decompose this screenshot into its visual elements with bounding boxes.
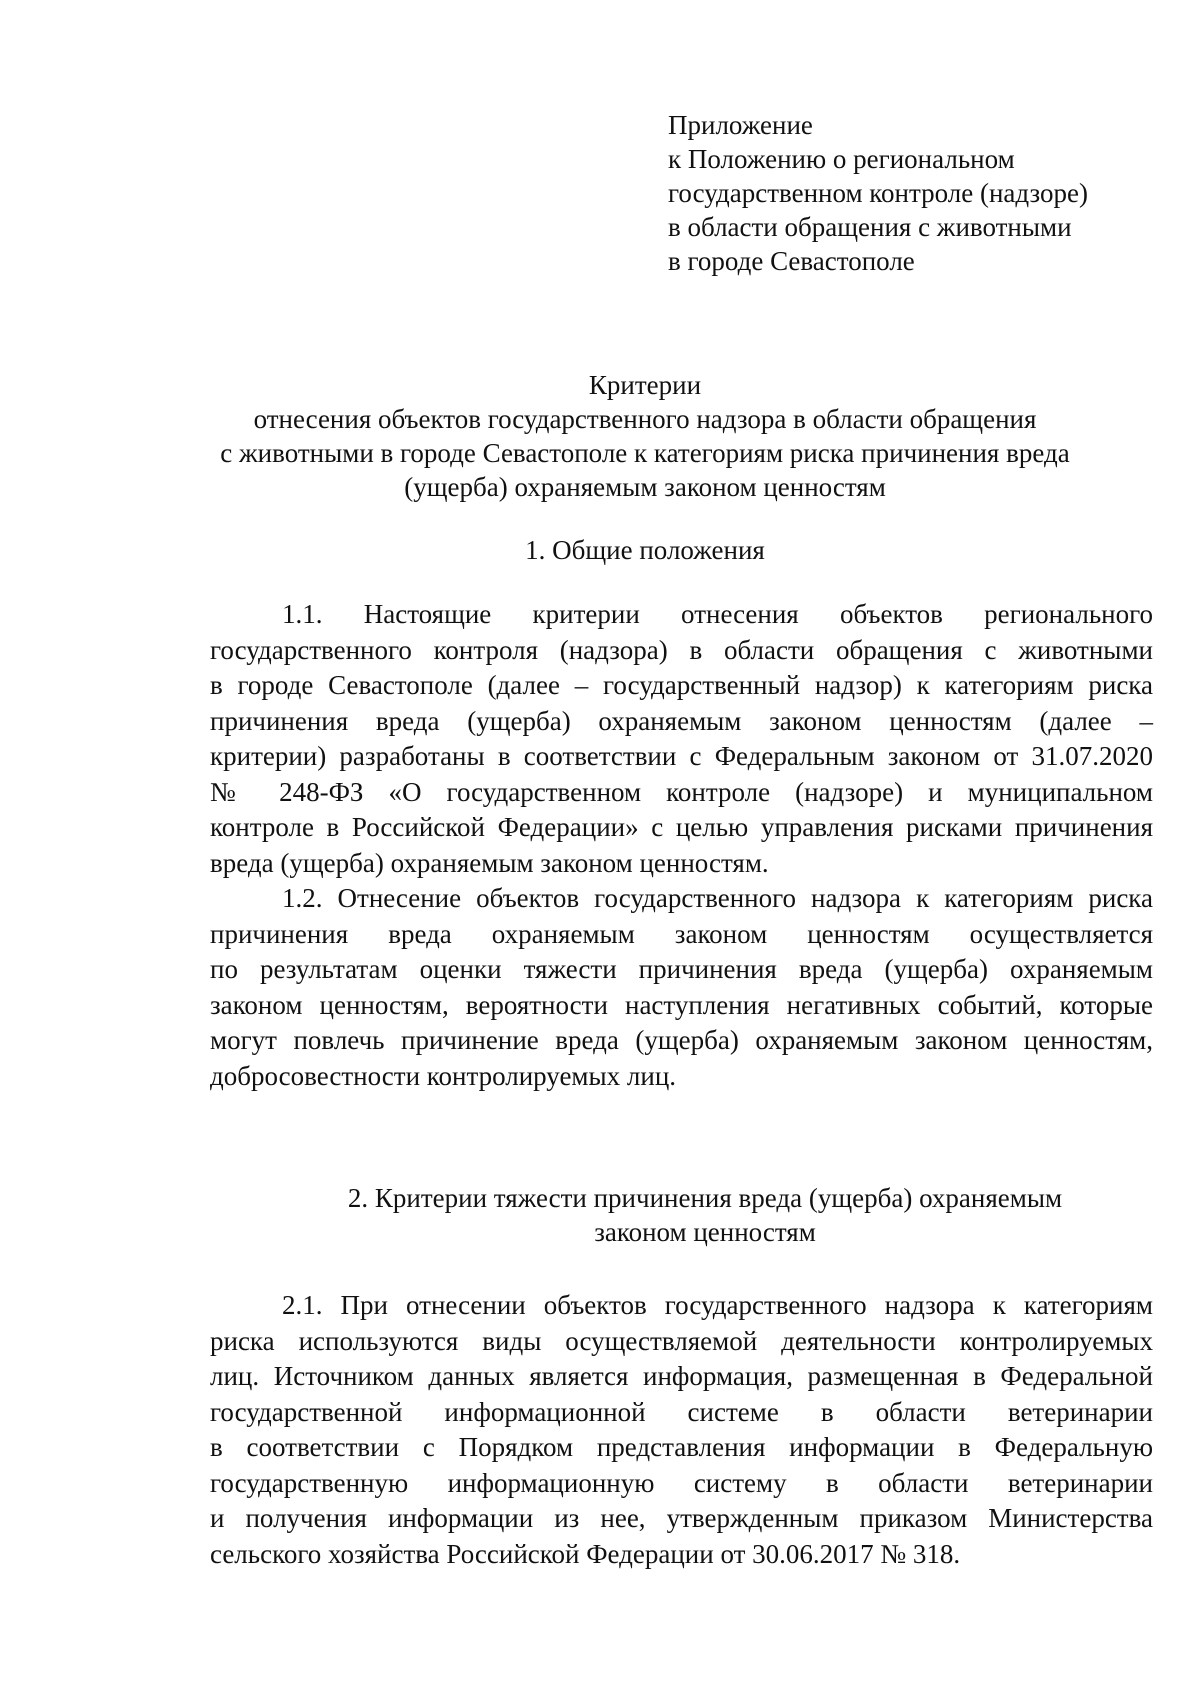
paragraph-line: № 248-ФЗ «О государственном контроле (надзоре) и муниципальном	[210, 776, 1153, 807]
annex-line: в городе Севастополе	[668, 246, 915, 276]
section-2-heading	[255, 1181, 1155, 1249]
section-2-heading-line: законом ценностям	[594, 1217, 816, 1247]
document-title	[200, 368, 1090, 504]
paragraph-line: в городе Севастополе (далее – государственный надзор) к категориям риска	[210, 670, 1153, 700]
paragraph-line: лиц. Источником данных является информация, размещенная в Федеральной	[210, 1361, 1153, 1391]
paragraph-line: могут повлечь причинение вреда (ущерба) охраняемым законом ценностям,	[210, 1025, 1153, 1055]
paragraph-line: государственной информационной системе в области ветеринарии	[210, 1396, 1153, 1427]
paragraph-line: 1.1. Настоящие критерии отнесения объектов регионального	[282, 599, 1153, 629]
paragraph-line: по результатам оценки тяжести причинения вреда (ущерба) охраняемым	[210, 954, 1153, 984]
paragraph-line: критерии) разработаны в соответствии с Федеральным законом от 31.07.2020	[210, 741, 1153, 771]
paragraph-1-1	[210, 597, 1153, 881]
title-heading: Критерии	[588, 370, 702, 400]
paragraph-line: риска используются виды осуществляемой деятельности контролируемых	[210, 1325, 1153, 1356]
title-line: с животными в городе Севастополе к категориям риска причинения вреда	[220, 438, 1070, 468]
paragraph-line: государственную информационную систему в области ветеринарии	[210, 1467, 1153, 1498]
annex-header	[668, 108, 1148, 278]
paragraph-line: 1.2. Отнесение объектов государственного надзора к категориям риска	[282, 883, 1153, 913]
paragraph-line: добросовестности контролируемых лиц.	[210, 1060, 677, 1091]
paragraph-2-1	[210, 1288, 1153, 1572]
annex-line: в области обращения с животными	[668, 212, 1072, 242]
paragraph-line: законом ценностям, вероятности наступления негативных событий, которые	[210, 989, 1153, 1020]
title-line: отнесения объектов государственного надзора в области обращения	[253, 404, 1037, 434]
section-2-heading-line: 2. Критерии тяжести причинения вреда (ущерба) охраняемым	[347, 1183, 1063, 1213]
paragraph-line: сельского хозяйства Российской Федерации от 30.06.2017 № 318.	[210, 1538, 961, 1569]
section-1-heading-text: 1. Общие положения	[525, 535, 765, 565]
paragraph-1-2	[210, 881, 1153, 1094]
paragraph-line: и получения информации из нее, утвержденным приказом Министерства	[210, 1503, 1153, 1533]
paragraph-line: вреда (ущерба) охраняемым законом ценностям.	[210, 847, 769, 878]
annex-line: к Положению о региональном	[668, 144, 1015, 174]
paragraph-line: причинения вреда (ущерба) охраняемым законом ценностям (далее –	[210, 705, 1153, 736]
annex-line: Приложение	[668, 110, 813, 140]
paragraph-line: в соответствии с Порядком представления информации в Федеральную	[210, 1432, 1153, 1462]
paragraph-line: 2.1. При отнесении объектов государственного надзора к категориям	[282, 1290, 1153, 1320]
paragraph-line: государственного контроля (надзора) в области обращения с животными	[210, 634, 1153, 665]
paragraph-line: контроле в Российской Федерации» с целью управления рисками причинения	[210, 812, 1153, 842]
paragraph-line: причинения вреда охраняемым законом ценностям осуществляется	[210, 918, 1153, 949]
title-line: (ущерба) охраняемым законом ценностям	[404, 472, 886, 502]
annex-line: государственном контроле (надзоре)	[668, 178, 1088, 208]
section-1-heading	[200, 533, 1090, 567]
